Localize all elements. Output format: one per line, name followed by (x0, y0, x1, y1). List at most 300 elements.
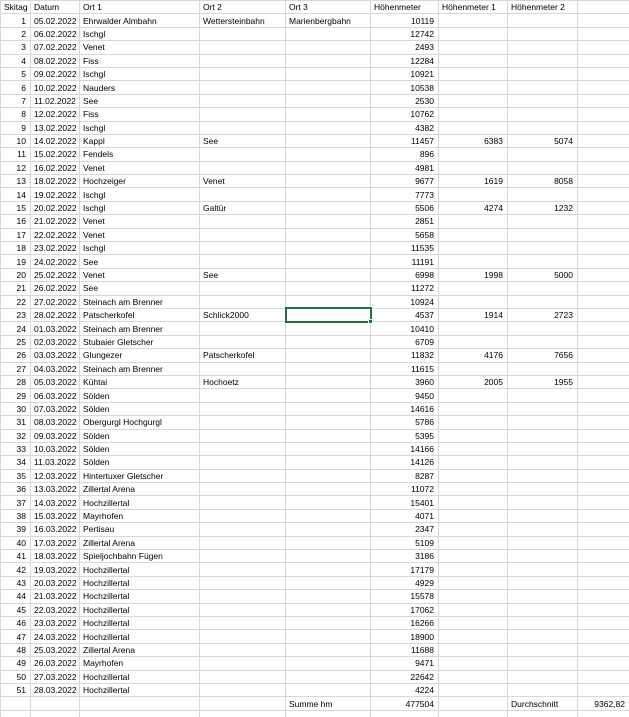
cell-hoehenmeter[interactable]: 4537 (371, 308, 439, 321)
cell-ort3[interactable] (286, 282, 371, 295)
cell-extra[interactable] (578, 295, 629, 308)
cell-skitag[interactable]: 48 (1, 643, 31, 656)
cell-ort3[interactable] (286, 483, 371, 496)
cell-hoehenmeter2[interactable]: 7656 (508, 349, 578, 362)
cell-hoehenmeter[interactable]: 2851 (371, 215, 439, 228)
cell-ort1[interactable]: Hochzillertal (80, 683, 200, 696)
cell-ort3[interactable] (286, 442, 371, 455)
cell-datum[interactable]: 24.02.2022 (31, 255, 80, 268)
cell-skitag[interactable]: 2 (1, 27, 31, 40)
cell-skitag[interactable]: 8 (1, 108, 31, 121)
cell-hoehenmeter2[interactable] (508, 563, 578, 576)
cell-ort3[interactable] (286, 335, 371, 348)
cell-ort2[interactable] (200, 523, 286, 536)
cell-ort2[interactable] (200, 121, 286, 134)
cell-datum[interactable]: 14.03.2022 (31, 496, 80, 509)
cell-hoehenmeter2[interactable] (508, 67, 578, 80)
cell-hoehenmeter[interactable]: 11457 (371, 134, 439, 147)
cell-ort1[interactable]: See (80, 282, 200, 295)
cell-skitag[interactable]: 35 (1, 469, 31, 482)
cell-ort1[interactable]: Patscherkofel (80, 308, 200, 321)
cell-hoehenmeter2[interactable] (508, 335, 578, 348)
cell-skitag[interactable]: 4 (1, 54, 31, 67)
cell-ort1[interactable]: Ehrwalder Almbahn (80, 14, 200, 27)
cell-hoehenmeter2[interactable] (508, 242, 578, 255)
cell-skitag[interactable]: 34 (1, 456, 31, 469)
cell-extra[interactable] (578, 41, 629, 54)
cell-skitag[interactable]: 13 (1, 175, 31, 188)
cell-ort1[interactable]: Sölden (80, 456, 200, 469)
cell-hoehenmeter[interactable]: 17179 (371, 563, 439, 576)
cell-hoehenmeter1[interactable] (439, 429, 508, 442)
cell-empty[interactable] (508, 710, 578, 717)
cell-ort2[interactable] (200, 335, 286, 348)
cell-ort2[interactable] (200, 536, 286, 549)
cell-ort2[interactable] (200, 402, 286, 415)
cell-hoehenmeter1[interactable] (439, 282, 508, 295)
cell-ort1[interactable]: Venet (80, 228, 200, 241)
cell-skitag[interactable]: 28 (1, 375, 31, 388)
cell-ort2[interactable]: Wettersteinbahn (200, 14, 286, 27)
cell-hoehenmeter1[interactable] (439, 576, 508, 589)
cell-extra[interactable] (578, 523, 629, 536)
cell-hoehenmeter[interactable]: 14166 (371, 442, 439, 455)
cell-datum[interactable]: 11.02.2022 (31, 94, 80, 107)
cell-hoehenmeter1[interactable]: 1619 (439, 175, 508, 188)
cell-datum[interactable]: 28.02.2022 (31, 308, 80, 321)
cell-skitag[interactable]: 49 (1, 657, 31, 670)
cell-ort2[interactable] (200, 148, 286, 161)
cell-hoehenmeter1[interactable] (439, 590, 508, 603)
cell-hoehenmeter2[interactable] (508, 402, 578, 415)
cell-extra[interactable] (578, 550, 629, 563)
cell-extra[interactable] (578, 349, 629, 362)
cell-skitag[interactable]: 26 (1, 349, 31, 362)
column-header-extra[interactable] (578, 1, 629, 14)
cell-ort2[interactable] (200, 496, 286, 509)
cell-ort3[interactable] (286, 643, 371, 656)
cell-hoehenmeter1[interactable] (439, 550, 508, 563)
cell-ort3[interactable] (286, 67, 371, 80)
cell-skitag[interactable]: 18 (1, 242, 31, 255)
cell-ort1[interactable]: Hintertuxer Gletscher (80, 469, 200, 482)
cell-hoehenmeter[interactable]: 6709 (371, 335, 439, 348)
cell-ort3[interactable] (286, 295, 371, 308)
cell-extra[interactable] (578, 630, 629, 643)
cell-hoehenmeter[interactable]: 17062 (371, 603, 439, 616)
cell-hoehenmeter2[interactable] (508, 54, 578, 67)
cell-datum[interactable]: 25.03.2022 (31, 643, 80, 656)
cell-ort1[interactable]: Glungezer (80, 349, 200, 362)
cell-ort3[interactable] (286, 201, 371, 214)
cell-ort1[interactable]: Venet (80, 161, 200, 174)
cell-ort1[interactable]: See (80, 94, 200, 107)
cell-hoehenmeter[interactable]: 14126 (371, 456, 439, 469)
cell-ort3[interactable] (286, 134, 371, 147)
cell-ort3[interactable] (286, 429, 371, 442)
cell-hoehenmeter[interactable]: 11688 (371, 643, 439, 656)
cell-hoehenmeter1[interactable] (439, 523, 508, 536)
cell-datum[interactable]: 13.02.2022 (31, 121, 80, 134)
cell-hoehenmeter1[interactable] (439, 416, 508, 429)
cell-ort3[interactable] (286, 175, 371, 188)
cell-extra[interactable] (578, 402, 629, 415)
cell-skitag[interactable]: 45 (1, 603, 31, 616)
cell-extra[interactable] (578, 67, 629, 80)
cell-hoehenmeter1[interactable] (439, 442, 508, 455)
cell-extra[interactable] (578, 429, 629, 442)
cell-datum[interactable]: 28.03.2022 (31, 683, 80, 696)
cell-extra[interactable] (578, 121, 629, 134)
cell-hoehenmeter[interactable]: 6998 (371, 268, 439, 281)
cell-hoehenmeter2[interactable] (508, 509, 578, 522)
cell-ort3[interactable] (286, 255, 371, 268)
cell-datum[interactable]: 24.03.2022 (31, 630, 80, 643)
cell-hoehenmeter2[interactable]: 1955 (508, 375, 578, 388)
cell-skitag[interactable]: 40 (1, 536, 31, 549)
cell-hoehenmeter2[interactable] (508, 670, 578, 683)
cell-ort1[interactable]: Sölden (80, 389, 200, 402)
cell-hoehenmeter2[interactable] (508, 576, 578, 589)
cell-ort1[interactable]: Venet (80, 268, 200, 281)
cell-hoehenmeter[interactable]: 10924 (371, 295, 439, 308)
cell-hoehenmeter1[interactable] (439, 670, 508, 683)
cell-empty[interactable] (1, 710, 31, 717)
cell-ort3[interactable] (286, 630, 371, 643)
cell-ort2[interactable] (200, 188, 286, 201)
cell-ort2[interactable]: Schlick2000 (200, 308, 286, 321)
cell-ort2[interactable] (200, 255, 286, 268)
cell-skitag[interactable]: 9 (1, 121, 31, 134)
cell-extra[interactable] (578, 657, 629, 670)
cell-hoehenmeter1[interactable] (439, 362, 508, 375)
cell-ort3[interactable] (286, 81, 371, 94)
cell-hoehenmeter1[interactable] (439, 148, 508, 161)
cell-hoehenmeter1[interactable] (439, 121, 508, 134)
cell-extra[interactable] (578, 242, 629, 255)
cell-datum[interactable]: 21.03.2022 (31, 590, 80, 603)
cell-empty[interactable] (1, 697, 31, 710)
cell-hoehenmeter[interactable]: 9471 (371, 657, 439, 670)
cell-hoehenmeter[interactable]: 2530 (371, 94, 439, 107)
cell-extra[interactable] (578, 469, 629, 482)
cell-hoehenmeter[interactable]: 11535 (371, 242, 439, 255)
cell-ort1[interactable]: Hochzillertal (80, 496, 200, 509)
cell-skitag[interactable]: 30 (1, 402, 31, 415)
cell-hoehenmeter1[interactable]: 4274 (439, 201, 508, 214)
cell-ort1[interactable]: Ischgl (80, 121, 200, 134)
cell-hoehenmeter2[interactable] (508, 81, 578, 94)
cell-ort3[interactable] (286, 576, 371, 589)
cell-ort2[interactable] (200, 295, 286, 308)
cell-ort1[interactable]: Steinach am Brenner (80, 295, 200, 308)
cell-extra[interactable] (578, 14, 629, 27)
cell-hoehenmeter2[interactable] (508, 550, 578, 563)
cell-datum[interactable]: 19.02.2022 (31, 188, 80, 201)
cell-hoehenmeter2[interactable] (508, 94, 578, 107)
cell-extra[interactable] (578, 27, 629, 40)
cell-hoehenmeter2[interactable] (508, 536, 578, 549)
column-header-datum[interactable]: Datum (31, 1, 80, 14)
cell-hoehenmeter[interactable]: 22642 (371, 670, 439, 683)
cell-ort3[interactable] (286, 161, 371, 174)
cell-ort1[interactable]: Hochzillertal (80, 590, 200, 603)
cell-ort3[interactable] (286, 349, 371, 362)
cell-skitag[interactable]: 51 (1, 683, 31, 696)
cell-ort2[interactable] (200, 576, 286, 589)
cell-ort3[interactable] (286, 215, 371, 228)
cell-ort2[interactable] (200, 81, 286, 94)
cell-hoehenmeter1[interactable] (439, 255, 508, 268)
cell-datum[interactable]: 09.02.2022 (31, 67, 80, 80)
cell-datum[interactable]: 19.03.2022 (31, 563, 80, 576)
cell-ort1[interactable]: Fiss (80, 54, 200, 67)
cell-datum[interactable]: 02.03.2022 (31, 335, 80, 348)
cell-ort2[interactable] (200, 469, 286, 482)
cell-hoehenmeter2[interactable] (508, 322, 578, 335)
cell-ort3[interactable] (286, 41, 371, 54)
cell-extra[interactable] (578, 456, 629, 469)
cell-extra[interactable] (578, 362, 629, 375)
cell-skitag[interactable]: 24 (1, 322, 31, 335)
cell-datum[interactable]: 23.03.2022 (31, 616, 80, 629)
cell-skitag[interactable]: 33 (1, 442, 31, 455)
cell-ort1[interactable]: Steinach am Brenner (80, 322, 200, 335)
cell-datum[interactable]: 26.03.2022 (31, 657, 80, 670)
cell-skitag[interactable]: 39 (1, 523, 31, 536)
cell-skitag[interactable]: 37 (1, 496, 31, 509)
cell-ort1[interactable]: Ischgl (80, 67, 200, 80)
cell-skitag[interactable]: 41 (1, 550, 31, 563)
column-header-ort2[interactable]: Ort 2 (200, 1, 286, 14)
cell-ort1[interactable]: Kühtai (80, 375, 200, 388)
cell-ort2[interactable] (200, 282, 286, 295)
cell-hoehenmeter1[interactable] (439, 295, 508, 308)
cell-hoehenmeter1[interactable]: 1914 (439, 308, 508, 321)
cell-skitag[interactable]: 25 (1, 335, 31, 348)
cell-ort1[interactable]: Steinach am Brenner (80, 362, 200, 375)
cell-ort2[interactable]: Hochoetz (200, 375, 286, 388)
cell-hoehenmeter2[interactable]: 1232 (508, 201, 578, 214)
cell-hoehenmeter[interactable]: 4071 (371, 509, 439, 522)
cell-hoehenmeter[interactable]: 7773 (371, 188, 439, 201)
cell-ort3[interactable] (286, 389, 371, 402)
cell-datum[interactable]: 08.02.2022 (31, 54, 80, 67)
cell-hoehenmeter1[interactable] (439, 630, 508, 643)
cell-hoehenmeter[interactable]: 5395 (371, 429, 439, 442)
summary-sum-label[interactable]: Summe hm (286, 697, 371, 710)
cell-hoehenmeter1[interactable] (439, 563, 508, 576)
cell-hoehenmeter[interactable]: 5658 (371, 228, 439, 241)
cell-datum[interactable]: 25.02.2022 (31, 268, 80, 281)
cell-extra[interactable] (578, 228, 629, 241)
cell-ort2[interactable] (200, 456, 286, 469)
cell-ort3[interactable] (286, 402, 371, 415)
cell-extra[interactable] (578, 215, 629, 228)
cell-ort3[interactable] (286, 375, 371, 388)
cell-hoehenmeter2[interactable] (508, 255, 578, 268)
cell-hoehenmeter[interactable]: 5506 (371, 201, 439, 214)
cell-hoehenmeter1[interactable] (439, 228, 508, 241)
cell-datum[interactable]: 05.02.2022 (31, 14, 80, 27)
cell-ort3[interactable] (286, 456, 371, 469)
cell-skitag[interactable]: 44 (1, 590, 31, 603)
cell-hoehenmeter2[interactable] (508, 228, 578, 241)
cell-hoehenmeter1[interactable] (439, 215, 508, 228)
cell-hoehenmeter2[interactable] (508, 27, 578, 40)
cell-hoehenmeter2[interactable] (508, 148, 578, 161)
cell-ort3[interactable] (286, 416, 371, 429)
cell-hoehenmeter1[interactable] (439, 509, 508, 522)
cell-datum[interactable]: 08.03.2022 (31, 416, 80, 429)
cell-ort3[interactable] (286, 536, 371, 549)
cell-datum[interactable]: 17.03.2022 (31, 536, 80, 549)
cell-hoehenmeter1[interactable] (439, 27, 508, 40)
cell-hoehenmeter[interactable]: 8287 (371, 469, 439, 482)
cell-ort2[interactable] (200, 563, 286, 576)
cell-ort3[interactable]: Marienbergbahn (286, 14, 371, 27)
cell-hoehenmeter[interactable]: 896 (371, 148, 439, 161)
cell-hoehenmeter1[interactable] (439, 402, 508, 415)
cell-extra[interactable] (578, 255, 629, 268)
cell-ort1[interactable]: Hochzillertal (80, 616, 200, 629)
cell-hoehenmeter1[interactable] (439, 616, 508, 629)
cell-ort3[interactable] (286, 670, 371, 683)
cell-skitag[interactable]: 27 (1, 362, 31, 375)
cell-hoehenmeter1[interactable]: 4176 (439, 349, 508, 362)
cell-empty[interactable] (439, 697, 508, 710)
cell-hoehenmeter1[interactable] (439, 322, 508, 335)
cell-hoehenmeter2[interactable] (508, 282, 578, 295)
cell-empty[interactable] (439, 710, 508, 717)
cell-ort2[interactable]: Galtür (200, 201, 286, 214)
cell-skitag[interactable]: 29 (1, 389, 31, 402)
cell-datum[interactable]: 06.03.2022 (31, 389, 80, 402)
cell-skitag[interactable]: 19 (1, 255, 31, 268)
cell-skitag[interactable]: 3 (1, 41, 31, 54)
cell-ort3[interactable] (286, 188, 371, 201)
cell-hoehenmeter1[interactable]: 6383 (439, 134, 508, 147)
cell-hoehenmeter2[interactable] (508, 603, 578, 616)
cell-hoehenmeter2[interactable] (508, 630, 578, 643)
cell-ort2[interactable] (200, 215, 286, 228)
cell-ort1[interactable]: Hochzillertal (80, 630, 200, 643)
cell-ort1[interactable]: Ischgl (80, 188, 200, 201)
cell-datum[interactable]: 27.03.2022 (31, 670, 80, 683)
cell-extra[interactable] (578, 54, 629, 67)
cell-hoehenmeter[interactable]: 15578 (371, 590, 439, 603)
cell-hoehenmeter[interactable]: 15401 (371, 496, 439, 509)
cell-datum[interactable]: 12.03.2022 (31, 469, 80, 482)
cell-datum[interactable]: 15.03.2022 (31, 509, 80, 522)
cell-skitag[interactable]: 31 (1, 416, 31, 429)
cell-extra[interactable] (578, 268, 629, 281)
cell-skitag[interactable]: 43 (1, 576, 31, 589)
cell-hoehenmeter[interactable]: 3960 (371, 375, 439, 388)
cell-hoehenmeter[interactable]: 4224 (371, 683, 439, 696)
cell-ort1[interactable]: Ischgl (80, 201, 200, 214)
cell-hoehenmeter2[interactable] (508, 456, 578, 469)
cell-ort2[interactable]: Patscherkofel (200, 349, 286, 362)
cell-skitag[interactable]: 6 (1, 81, 31, 94)
cell-hoehenmeter[interactable]: 12284 (371, 54, 439, 67)
cell-hoehenmeter1[interactable] (439, 335, 508, 348)
cell-ort1[interactable]: See (80, 255, 200, 268)
cell-skitag[interactable]: 23 (1, 308, 31, 321)
cell-ort2[interactable]: See (200, 268, 286, 281)
cell-extra[interactable] (578, 616, 629, 629)
cell-hoehenmeter2[interactable] (508, 657, 578, 670)
cell-hoehenmeter1[interactable]: 1998 (439, 268, 508, 281)
cell-hoehenmeter1[interactable] (439, 188, 508, 201)
cell-ort3[interactable] (286, 322, 371, 335)
cell-extra[interactable] (578, 108, 629, 121)
cell-ort1[interactable]: Hochzillertal (80, 576, 200, 589)
cell-hoehenmeter1[interactable] (439, 657, 508, 670)
cell-hoehenmeter2[interactable] (508, 590, 578, 603)
cell-ort2[interactable] (200, 550, 286, 563)
cell-skitag[interactable]: 16 (1, 215, 31, 228)
cell-hoehenmeter2[interactable] (508, 496, 578, 509)
cell-hoehenmeter[interactable]: 9450 (371, 389, 439, 402)
cell-hoehenmeter1[interactable] (439, 161, 508, 174)
fill-handle[interactable] (368, 319, 373, 324)
cell-ort2[interactable] (200, 54, 286, 67)
cell-extra[interactable] (578, 175, 629, 188)
cell-skitag[interactable]: 11 (1, 148, 31, 161)
cell-hoehenmeter[interactable]: 5109 (371, 536, 439, 549)
cell-ort2[interactable] (200, 228, 286, 241)
cell-ort2[interactable] (200, 509, 286, 522)
cell-ort2[interactable] (200, 322, 286, 335)
cell-hoehenmeter1[interactable] (439, 108, 508, 121)
cell-hoehenmeter1[interactable] (439, 683, 508, 696)
cell-hoehenmeter[interactable]: 11072 (371, 483, 439, 496)
cell-ort2[interactable] (200, 41, 286, 54)
cell-extra[interactable] (578, 375, 629, 388)
cell-ort1[interactable]: Fiss (80, 108, 200, 121)
cell-datum[interactable]: 18.03.2022 (31, 550, 80, 563)
cell-hoehenmeter[interactable]: 10410 (371, 322, 439, 335)
cell-hoehenmeter2[interactable] (508, 295, 578, 308)
cell-hoehenmeter2[interactable]: 5000 (508, 268, 578, 281)
cell-extra[interactable] (578, 201, 629, 214)
cell-ort2[interactable] (200, 603, 286, 616)
cell-ort2[interactable] (200, 643, 286, 656)
cell-ort1[interactable]: Zillertal Arena (80, 643, 200, 656)
cell-datum[interactable]: 09.03.2022 (31, 429, 80, 442)
cell-ort2[interactable] (200, 670, 286, 683)
summary-avg-label[interactable]: Durchschnitt (508, 697, 578, 710)
cell-empty[interactable] (80, 710, 200, 717)
cell-ort1[interactable]: Hochzeiger (80, 175, 200, 188)
cell-skitag[interactable]: 1 (1, 14, 31, 27)
cell-hoehenmeter2[interactable] (508, 41, 578, 54)
cell-hoehenmeter2[interactable] (508, 469, 578, 482)
cell-ort1[interactable]: Stubaier Gletscher (80, 335, 200, 348)
cell-hoehenmeter2[interactable] (508, 121, 578, 134)
column-header-hoehenmeter2[interactable]: Höhenmeter 2 (508, 1, 578, 14)
cell-empty[interactable] (200, 710, 286, 717)
cell-hoehenmeter2[interactable]: 2723 (508, 308, 578, 321)
cell-hoehenmeter1[interactable] (439, 242, 508, 255)
cell-ort3[interactable] (286, 242, 371, 255)
cell-hoehenmeter1[interactable] (439, 54, 508, 67)
cell-extra[interactable] (578, 590, 629, 603)
cell-datum[interactable]: 15.02.2022 (31, 148, 80, 161)
cell-ort3[interactable] (286, 27, 371, 40)
cell-ort2[interactable] (200, 242, 286, 255)
